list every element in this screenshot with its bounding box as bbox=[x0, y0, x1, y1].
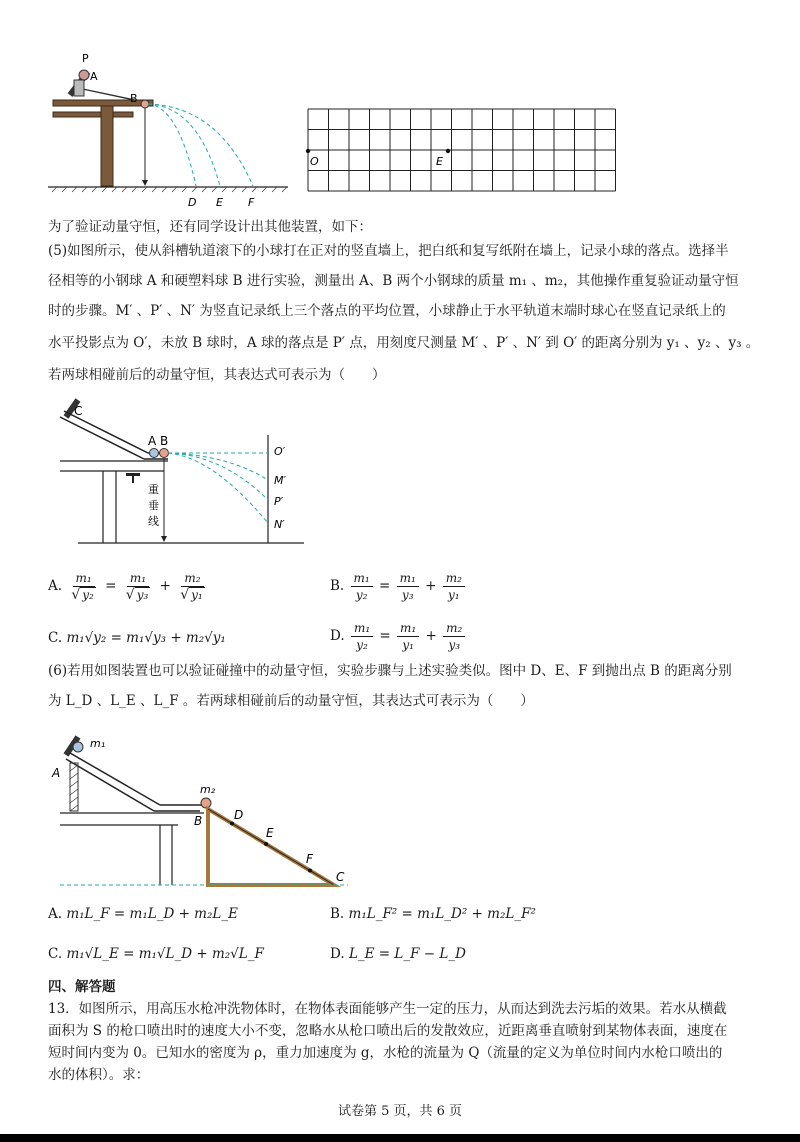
option-expression: m₁L_F² = m₁L_D² + m₂L_F² bbox=[348, 906, 536, 922]
frac-num: m₁ bbox=[127, 570, 149, 587]
label-c: C bbox=[336, 870, 345, 884]
ball-b bbox=[160, 449, 169, 458]
label-n-prime: N′ bbox=[274, 518, 285, 531]
q6-line-2: 为 L_D 、L_E 、L_F 。若两球相碰前后的动量守恒，其表达式可表示为（ ） bbox=[48, 693, 534, 709]
label-p-prime: P′ bbox=[274, 495, 284, 508]
trajectory-p bbox=[168, 453, 268, 500]
frac-den: y₃ bbox=[448, 638, 461, 652]
label-c: C bbox=[74, 404, 83, 418]
figure-incline-apparatus bbox=[48, 725, 358, 895]
frac-num: m₂ bbox=[181, 570, 203, 587]
bottom-border bbox=[0, 1134, 800, 1142]
option-letter: C. bbox=[48, 630, 63, 646]
label-a: A bbox=[90, 70, 98, 83]
frac-den: y₂ bbox=[356, 638, 368, 652]
q5-option-a[interactable]: A. $\frac{\text{m₁}}{\text{√ y₂}}$ = $\frac{\text{m₁}}{\text{√ y₃}}$ + $\frac{\text{m₂}}{\text{√ y₁}}$ bbox=[48, 571, 203, 603]
ball-m1 bbox=[73, 742, 83, 752]
q13-line-4: 水的体积）。求： bbox=[48, 1067, 150, 1083]
frac-den: y₃ bbox=[136, 588, 149, 602]
option-letter: B. bbox=[330, 906, 345, 922]
option-letter: A. bbox=[48, 906, 63, 922]
q13-line-3: 短时间内变为 0。已知水的密度为 ρ，重力加速度为 g，水枪的流量为 Q（流量的定义为单位时间内水枪口喷出的 bbox=[48, 1045, 723, 1061]
grid-lines bbox=[308, 109, 616, 191]
trajectory-f bbox=[148, 104, 253, 186]
label-f: F bbox=[306, 852, 313, 866]
incline-lower bbox=[60, 417, 144, 459]
label-m-prime: M′ bbox=[274, 474, 286, 487]
option-letter: A. bbox=[48, 578, 63, 594]
option-expression: m₁√L_E = m₁√L_D + m₂√L_F bbox=[66, 946, 264, 962]
intro-text: 为了验证动量守恒，还有同学设计出其他装置，如下： bbox=[48, 219, 372, 235]
q5-line-4: 水平投影点为 O′，未放 B 球时，A 球的落点是 P′ 点，用刻度尺测量 M′ 、P′ 、N′ 到 O′ 的距离分别为 y₁ 、y₂ 、y₃ 。 bbox=[48, 335, 760, 351]
option-letter: B. bbox=[330, 578, 345, 594]
q5-option-d[interactable]: D. $\frac{\text{m₁}}{\text{y₂}}$ = $\frac{\text{m₁}}{\text{y₁}}$ + $\frac{\text{m₂}}{\text{y₃}}$ bbox=[330, 620, 467, 653]
trajectory-m bbox=[168, 453, 268, 480]
label-plumb-3: 线 bbox=[148, 515, 159, 528]
q6-option-d[interactable] bbox=[330, 944, 466, 964]
ball-a bbox=[150, 449, 159, 458]
frac-den: y₂ bbox=[82, 588, 94, 602]
trajectory-n bbox=[168, 453, 268, 523]
option-letter: D. bbox=[330, 946, 345, 962]
label-m1: m₁ bbox=[90, 737, 106, 750]
frac-den: y₃ bbox=[401, 588, 414, 602]
frac-den: y₂ bbox=[355, 588, 368, 602]
incline-lower bbox=[66, 759, 154, 811]
label-o-prime: O′ bbox=[274, 445, 286, 458]
option-expression: m₁√y₂ = m₁√y₃ + m₂√y₁ bbox=[66, 630, 226, 646]
q6-option-c[interactable] bbox=[48, 944, 264, 964]
support-block bbox=[74, 80, 84, 96]
incline-upper bbox=[70, 753, 160, 805]
label-e: E bbox=[266, 826, 274, 840]
ball-b bbox=[141, 100, 149, 108]
point-e bbox=[446, 149, 450, 153]
label-b: B bbox=[194, 814, 203, 828]
point-f bbox=[308, 869, 312, 873]
q6-line-1: (6)若用如图装置也可以验证碰撞中的动量守恒，实验步骤与上述实验类似。图中 D、E、F 到抛出点 B 的距离分别 bbox=[48, 663, 732, 679]
q5-option-c[interactable] bbox=[48, 628, 226, 648]
trajectory-d bbox=[148, 104, 196, 186]
ball-a bbox=[79, 70, 89, 80]
label-e: E bbox=[216, 196, 223, 209]
q13-line-1: 13．如图所示，用高压水枪冲洗物体时，在物体表面能够产生一定的压力，从而达到洗去污垢的效果。若水从横截 bbox=[48, 1001, 727, 1017]
table-top bbox=[53, 100, 153, 106]
table-shelf bbox=[53, 112, 133, 117]
label-plumb-2: 垂 bbox=[148, 499, 159, 512]
label-d: D bbox=[234, 808, 244, 822]
frac-num: m₁ bbox=[397, 620, 419, 637]
incline-surface bbox=[208, 809, 334, 885]
section-title: 四、解答题 bbox=[48, 979, 116, 995]
option-expression: m₁L_F = m₁L_D + m₂L_E bbox=[66, 906, 238, 922]
label-a: A bbox=[52, 766, 61, 780]
label-d: D bbox=[188, 196, 197, 209]
frac-num: m₁ bbox=[73, 570, 95, 587]
table-leg bbox=[101, 106, 113, 186]
label-f: F bbox=[248, 196, 255, 209]
frac-num: m₂ bbox=[443, 570, 465, 587]
figure-grid bbox=[300, 105, 620, 205]
option-letter: C. bbox=[48, 946, 63, 962]
q5-line-2: 径相等的小钢球 A 和硬塑料球 B 进行实验，测量出 A、B 两个小钢球的质量 m₁ 、m₂，其他操作重复验证动量守恒 bbox=[48, 273, 739, 289]
label-b: B bbox=[130, 92, 138, 105]
q13-line-2: 面积为 S 的枪口喷出时的速度大小不变，忽略水从枪口喷出后的发散效应，近距离垂直喷射到某物体表面，速度在 bbox=[48, 1023, 728, 1039]
label-ab: A B bbox=[148, 434, 169, 448]
q5-line-1: (5)如图所示，使从斜槽轨道滚下的小球打在正对的竖直墙上，把白纸和复写纸附在墙上，记录小球的落点。选择半 bbox=[48, 243, 729, 259]
option-expression: L_E = L_F − L_D bbox=[348, 946, 466, 962]
page-footer: 试卷第 5 页，共 6 页 bbox=[337, 1104, 463, 1119]
point-e bbox=[264, 842, 268, 846]
frac-num: m₁ bbox=[351, 620, 373, 637]
frac-num: m₁ bbox=[351, 570, 373, 587]
label-plumb-1: 重 bbox=[148, 483, 159, 496]
frac-den: y₁ bbox=[448, 588, 460, 602]
q5-line-3: 时的步骤。M′ 、P′ 、N′ 为竖直记录纸上三个落点的平均位置，小球静止于水平轨道末端时球心在竖直记录纸上的 bbox=[48, 303, 726, 319]
frac-den: y₁ bbox=[191, 588, 203, 602]
label-m2: m₂ bbox=[200, 783, 216, 796]
point-o bbox=[306, 149, 310, 153]
q5-option-b[interactable]: B. $\frac{\text{m₁}}{\text{y₂}}$ = $\frac{\text{m₁}}{\text{y₃}}$ + $\frac{\text{m₂}}{\text{y₁}}$ bbox=[330, 570, 467, 603]
frac-den: y₁ bbox=[402, 638, 414, 652]
q6-option-b[interactable] bbox=[330, 904, 536, 924]
q6-option-a[interactable] bbox=[48, 904, 238, 924]
point-d bbox=[230, 822, 234, 826]
q5-line-5: 若两球相碰前后的动量守恒，其表达式可表示为（ ） bbox=[48, 367, 386, 383]
option-letter: D. bbox=[330, 628, 345, 644]
figure-projectile-apparatus bbox=[48, 50, 298, 210]
label-p: P bbox=[82, 52, 89, 65]
label-grid-e: E bbox=[436, 155, 443, 168]
label-o: O bbox=[310, 155, 319, 168]
frac-num: m₂ bbox=[443, 620, 465, 637]
frac-num: m₁ bbox=[397, 570, 419, 587]
figure-wall-apparatus bbox=[48, 395, 308, 550]
